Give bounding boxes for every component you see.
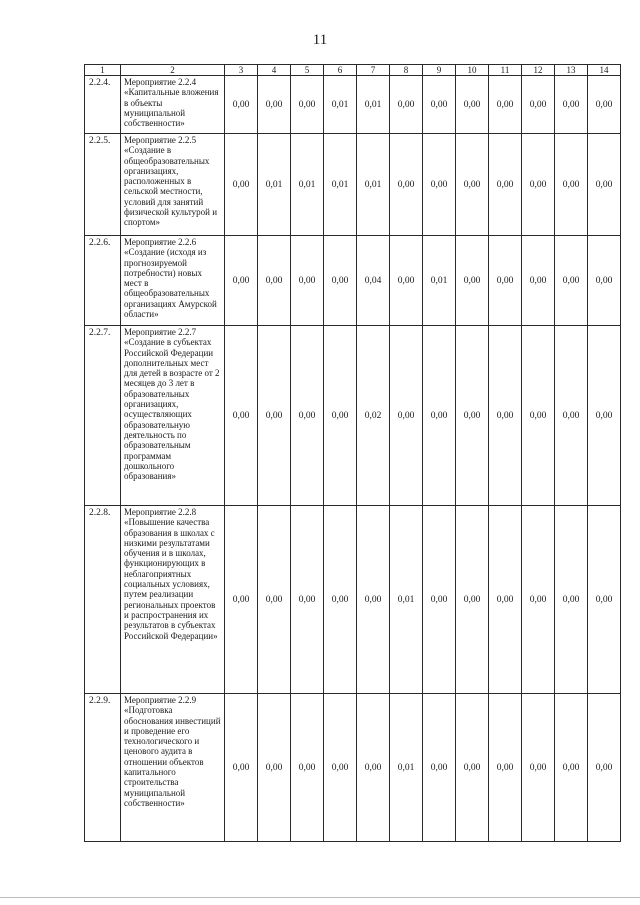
value-cell: 0,00	[225, 694, 258, 842]
column-header: 13	[555, 65, 588, 76]
table-row	[85, 134, 621, 236]
value-cell: 0,00	[456, 76, 489, 134]
column-header: 3	[225, 65, 258, 76]
table-row	[85, 694, 621, 842]
value-cell: 0,00	[588, 134, 621, 236]
value-cell: 0,00	[357, 694, 390, 842]
value-cell: 0,01	[357, 76, 390, 134]
row-description: Мероприятие 2.2.9 «Подготовка обоснования инвестиций и проведение его технологического и ценового аудита в отношении объектов капитального строительства муниципальной собственности»	[121, 694, 225, 842]
value-cell: 0,00	[225, 506, 258, 694]
value-cell: 0,00	[555, 76, 588, 134]
value-cell: 0,01	[390, 694, 423, 842]
column-header: 2	[121, 65, 225, 76]
value-cell: 0,00	[291, 236, 324, 326]
value-cell: 0,00	[291, 694, 324, 842]
value-cell: 0,00	[555, 326, 588, 506]
value-cell: 0,00	[324, 236, 357, 326]
value-cell: 0,00	[258, 76, 291, 134]
table-row	[85, 506, 621, 694]
value-cell: 0,00	[258, 506, 291, 694]
value-cell: 0,00	[489, 326, 522, 506]
value-cell: 0,00	[390, 326, 423, 506]
value-cell: 0,00	[522, 694, 555, 842]
value-cell: 0,00	[390, 76, 423, 134]
value-cell: 0,00	[555, 134, 588, 236]
row-number: 2.2.9.	[85, 694, 121, 842]
value-cell: 0,01	[324, 134, 357, 236]
row-description: Мероприятие 2.2.7 «Создание в субъектах Российской Федерации дополнительных мест для детей в возрасте от 2 месяцев до 3 лет в образовательных организациях, осуществляющих образовательную деятельность по образовательным программам дошкольного образования»	[121, 326, 225, 506]
value-cell: 0,00	[258, 236, 291, 326]
value-cell: 0,00	[489, 134, 522, 236]
value-cell: 0,00	[522, 326, 555, 506]
value-cell: 0,00	[588, 506, 621, 694]
value-cell: 0,00	[291, 326, 324, 506]
row-number: 2.2.4.	[85, 76, 121, 134]
value-cell: 0,00	[522, 134, 555, 236]
value-cell: 0,00	[522, 76, 555, 134]
value-cell: 0,00	[588, 76, 621, 134]
row-number: 2.2.8.	[85, 506, 121, 694]
value-cell: 0,01	[258, 134, 291, 236]
value-cell: 0,00	[390, 134, 423, 236]
column-header: 5	[291, 65, 324, 76]
page-number: 11	[312, 32, 328, 48]
column-header: 9	[423, 65, 456, 76]
column-header: 7	[357, 65, 390, 76]
column-header: 6	[324, 65, 357, 76]
value-cell: 0,00	[423, 134, 456, 236]
value-cell: 0,00	[225, 326, 258, 506]
value-cell: 0,00	[522, 236, 555, 326]
table-header-row	[85, 65, 621, 76]
table-row	[85, 76, 621, 134]
row-description: Мероприятие 2.2.5 «Создание в общеобразовательных организациях, расположенных в сельской местности, условий для занятий физической культурой и спортом»	[121, 134, 225, 236]
value-cell: 0,00	[456, 694, 489, 842]
value-cell: 0,01	[324, 76, 357, 134]
value-cell: 0,00	[423, 694, 456, 842]
value-cell: 0,00	[291, 76, 324, 134]
value-cell: 0,00	[555, 694, 588, 842]
value-cell: 0,00	[489, 694, 522, 842]
row-description: Мероприятие 2.2.4 «Капитальные вложения в объекты муниципальной собственности»	[121, 76, 225, 134]
value-cell: 0,00	[456, 236, 489, 326]
data-table	[84, 64, 621, 842]
value-cell: 0,01	[390, 506, 423, 694]
value-cell: 0,00	[456, 326, 489, 506]
value-cell: 0,00	[588, 326, 621, 506]
value-cell: 0,00	[588, 236, 621, 326]
value-cell: 0,00	[489, 76, 522, 134]
value-cell: 0,04	[357, 236, 390, 326]
value-cell: 0,00	[555, 506, 588, 694]
value-cell: 0,00	[324, 694, 357, 842]
column-header: 1	[85, 65, 121, 76]
value-cell: 0,00	[423, 76, 456, 134]
row-description: Мероприятие 2.2.8 «Повышение качества образования в школах с низкими результатами обучения и в школах, функционирующих в неблагоприятных социальных условиях, путем реализации региональных проектов и распространения их результатов в субъектах Российской Федерации»	[121, 506, 225, 694]
column-header: 14	[588, 65, 621, 76]
value-cell: 0,00	[291, 506, 324, 694]
table-row	[85, 326, 621, 506]
value-cell: 0,00	[225, 236, 258, 326]
column-header: 11	[489, 65, 522, 76]
row-number: 2.2.7.	[85, 326, 121, 506]
value-cell: 0,01	[357, 134, 390, 236]
value-cell: 0,00	[522, 506, 555, 694]
scan-edge-line	[0, 897, 640, 898]
value-cell: 0,00	[456, 134, 489, 236]
value-cell: 0,01	[291, 134, 324, 236]
column-header: 12	[522, 65, 555, 76]
value-cell: 0,00	[456, 506, 489, 694]
value-cell: 0,00	[258, 694, 291, 842]
row-number: 2.2.5.	[85, 134, 121, 236]
value-cell: 0,00	[357, 506, 390, 694]
value-cell: 0,00	[423, 326, 456, 506]
value-cell: 0,00	[225, 76, 258, 134]
value-cell: 0,00	[555, 236, 588, 326]
row-number: 2.2.6.	[85, 236, 121, 326]
value-cell: 0,00	[489, 236, 522, 326]
table-row	[85, 236, 621, 326]
value-cell: 0,00	[423, 506, 456, 694]
column-header: 10	[456, 65, 489, 76]
value-cell: 0,00	[588, 694, 621, 842]
value-cell: 0,00	[225, 134, 258, 236]
value-cell: 0,00	[258, 326, 291, 506]
value-cell: 0,01	[423, 236, 456, 326]
row-description: Мероприятие 2.2.6 «Создание (исходя из прогнозируемой потребности) новых мест в общеобразовательных организациях Амурской области»	[121, 236, 225, 326]
value-cell: 0,00	[324, 326, 357, 506]
value-cell: 0,02	[357, 326, 390, 506]
column-header: 4	[258, 65, 291, 76]
value-cell: 0,00	[324, 506, 357, 694]
value-cell: 0,00	[489, 506, 522, 694]
value-cell: 0,00	[390, 236, 423, 326]
column-header: 8	[390, 65, 423, 76]
